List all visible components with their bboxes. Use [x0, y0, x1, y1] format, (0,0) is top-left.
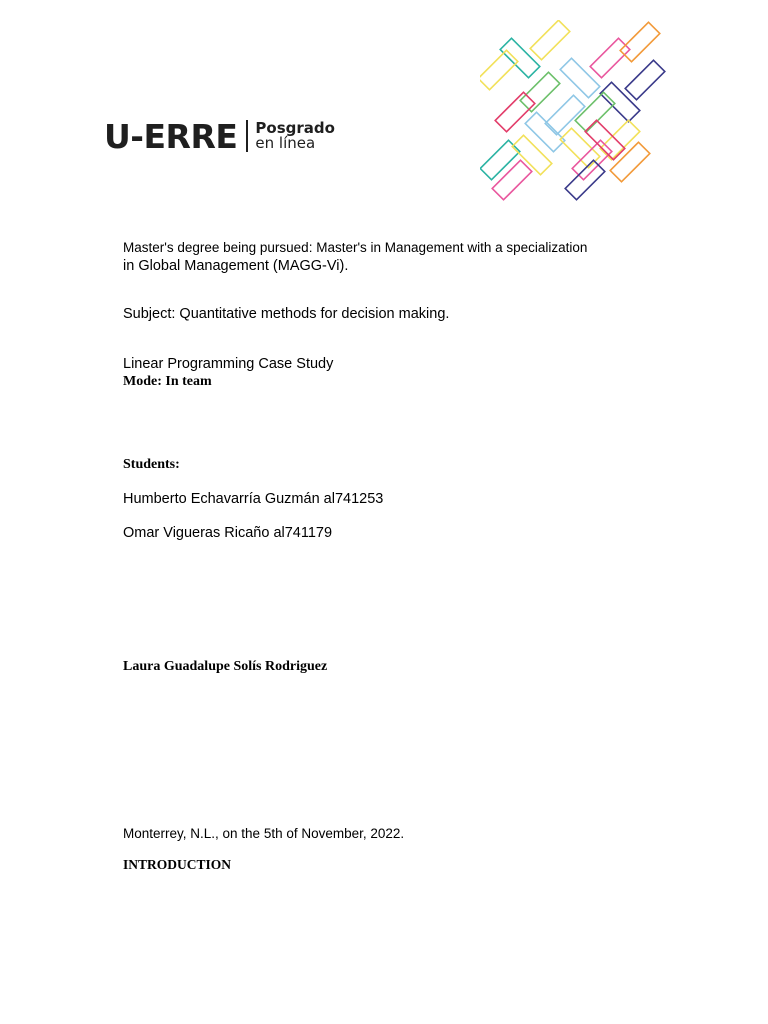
pattern-rect	[520, 72, 560, 112]
degree-line-1: Master's degree being pursued: Master's in Management with a specialization	[123, 240, 588, 255]
pattern-rect	[625, 60, 665, 100]
students-label: Students:	[123, 457, 180, 472]
pattern-rect	[610, 142, 650, 182]
pattern-rect	[572, 140, 612, 180]
student-name-2: Omar Vigueras Ricaño al741179	[123, 525, 333, 541]
pattern-rect	[560, 58, 600, 98]
logo-subtitle-line2: en línea	[255, 134, 316, 152]
degree-line-2: in Global Management (MAGG-Vi).	[123, 258, 349, 274]
decorative-pattern-icon	[480, 20, 680, 205]
mode-line: Mode: In team	[123, 374, 212, 389]
logo-subtitle	[255, 121, 335, 151]
pattern-rect	[575, 92, 615, 132]
university-logo	[104, 116, 335, 156]
logo-subtitle-line1: Posgrado	[255, 119, 335, 137]
subject-line: Subject: Quantitative methods for decision making.	[123, 306, 450, 322]
pattern-rect	[545, 95, 585, 135]
logo-main-text: U-ERRE	[104, 116, 238, 156]
pattern-rect	[590, 38, 630, 78]
logo-divider	[246, 120, 248, 152]
pattern-rect	[600, 82, 640, 122]
date-line: Monterrey, N.L., on the 5th of November, 2022.	[123, 826, 405, 841]
student-name-1: Humberto Echavarría Guzmán al741253	[123, 491, 384, 507]
pattern-rect	[480, 50, 518, 90]
pattern-rect	[512, 135, 552, 175]
pattern-rect	[560, 128, 600, 168]
pattern-rect	[495, 92, 535, 132]
pattern-rect	[530, 20, 570, 60]
case-study-title: Linear Programming Case Study	[123, 356, 334, 372]
pattern-rect	[620, 22, 660, 62]
pattern-rect	[565, 160, 605, 200]
teacher-name: Laura Guadalupe Solís Rodriguez	[123, 659, 328, 674]
degree-info	[123, 239, 587, 275]
section-heading: INTRODUCTION	[123, 857, 232, 872]
pattern-rect	[480, 140, 520, 180]
pattern-rect	[492, 160, 532, 200]
